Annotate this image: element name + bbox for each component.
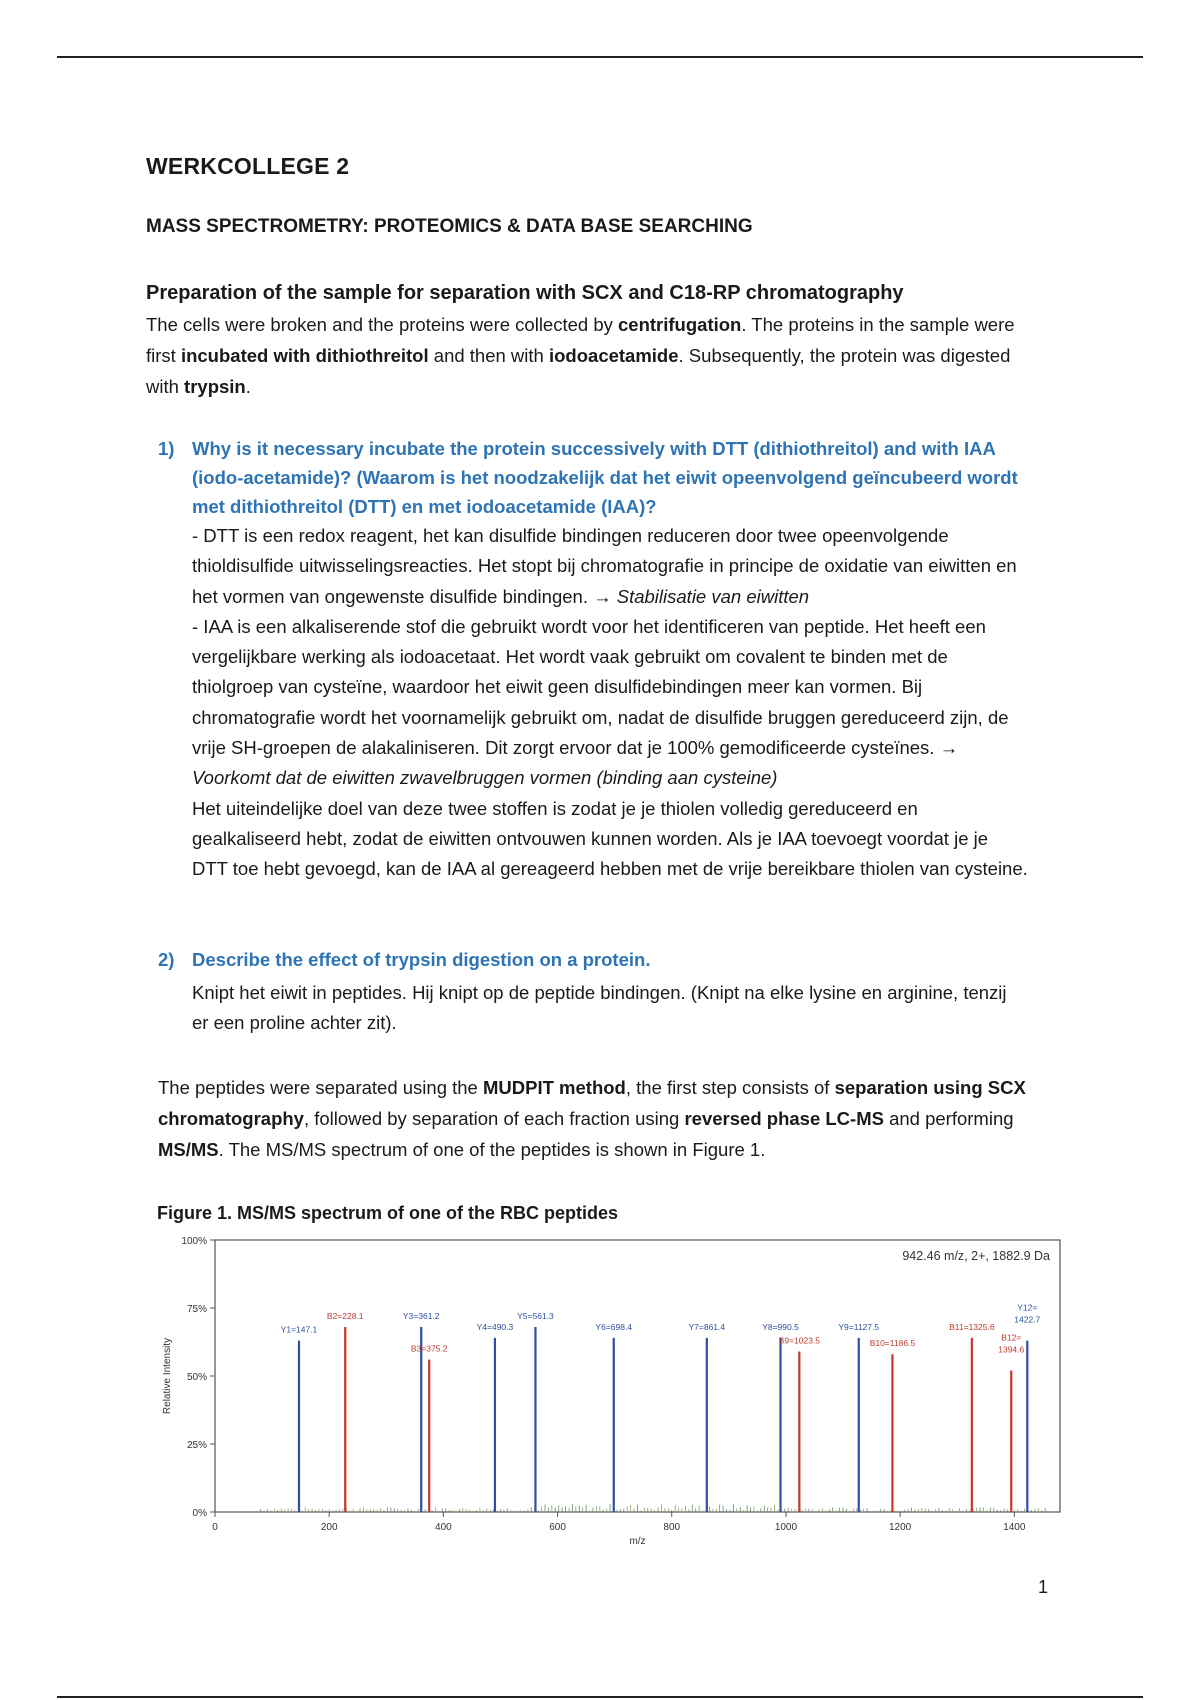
intro-bold: trypsin (184, 376, 246, 397)
section-heading: Preparation of the sample for separation with SCX and C18-RP chromatography (146, 282, 904, 304)
intro-text: . Subsequently, the protein was digested with (146, 345, 1011, 397)
intro-text: . (245, 376, 251, 397)
x-tick-label: 600 (549, 1522, 566, 1533)
spectrum-annotation: 942.46 m/z, 2+, 1882.9 Da (902, 1249, 1050, 1263)
mudpit-text: and performing (883, 1108, 1014, 1129)
answer-conclusion: Stabilisatie van eiwitten (616, 585, 810, 607)
question-text: Why is it necessary incubate the protein successively with DTT (dithiothreitol) and with IAA (iodo-acetamide)? (Waarom is het noodzakelijk dat het eiwit opeenvolgend geïncubeerd wordt met dithiothreitol (DTT) en met iodoacetamide (IAA)? (192, 438, 1018, 517)
peak-label: B10=1186.5 (869, 1338, 916, 1349)
page-title: WERKCOLLEGE 2 (146, 153, 350, 179)
intro-section (146, 277, 1026, 402)
page-number: 1 (1038, 1577, 1049, 1597)
question-2 (158, 945, 1028, 1039)
answer-trypsin: Knipt het eiwit in peptides. Hij knipt op de peptide bindingen. (Knipt na elke lysine en arginine, tenzij er een proline achter zit). (192, 982, 1007, 1034)
peak-label: B3=375.2 (410, 1343, 448, 1354)
peak-label: Y6=698.4 (595, 1321, 633, 1332)
plot-frame (215, 1240, 1060, 1512)
mudpit-text: , the first step consists of (625, 1077, 835, 1098)
peak-label: B11=1325.6 (949, 1321, 995, 1332)
x-tick-label: 1000 (774, 1522, 798, 1533)
intro-bold: incubated with dithiothreitol (180, 345, 429, 366)
x-tick-label: 200 (320, 1522, 338, 1533)
answer-dtt (192, 521, 1028, 612)
y-tick-label: 100% (181, 1236, 207, 1247)
mudpit-paragraph (158, 1072, 1038, 1165)
mudpit-text: . The MS/MS spectrum of one of the peptides is shown in Figure 1. (218, 1139, 766, 1160)
intro-text: and then with (428, 345, 549, 366)
figure-caption: Figure 1. MS/MS spectrum of one of the RBC peptides (157, 1203, 619, 1223)
mudpit-bold: reversed phase LC-MS (684, 1108, 884, 1129)
y-axis-label: Relative Intensity (162, 1337, 173, 1415)
question-text: Describe the effect of trypsin digestion on a protein. (192, 949, 651, 970)
x-tick-label: 400 (435, 1522, 452, 1533)
x-tick-label: 1200 (889, 1522, 912, 1533)
peak-label: B2=228.1 (326, 1311, 364, 1322)
question-1 (158, 434, 1028, 885)
intro-bold: iodoacetamide (548, 345, 679, 366)
intro-bold: centrifugation (618, 314, 742, 335)
page-subtitle: MASS SPECTROMETRY: PROTEOMICS & DATA BASE SEARCHING (146, 216, 753, 237)
peak-label: Y9=1127.5 (838, 1321, 880, 1332)
ms-spectrum-chart (150, 1232, 1070, 1562)
mudpit-bold: MUDPIT method (483, 1077, 626, 1098)
x-tick-label: 800 (663, 1522, 681, 1533)
peak-label: Y8=990.5 (762, 1321, 799, 1332)
y-tick-label: 25% (186, 1440, 207, 1451)
answer-conclusion: Voorkomt dat de eiwitten zwavelbruggen vormen (binding aan cysteine) (192, 767, 778, 789)
top-rule (57, 56, 1143, 58)
peak-label: Y3=361.2 (402, 1311, 440, 1322)
answer-text: - DTT is een redox reagent, het kan disulfide bindingen reduceren door twee opeenvolgende thioldisulfide uitwisselingsreacties. Het stopt bij chromatografie in principe de oxidatie van eiwitten en het vormen van ongewenste disulfide bindingen. (192, 525, 1017, 607)
mudpit-bold: MS/MS (158, 1139, 219, 1160)
question-number: 2) (158, 949, 175, 970)
peak-label: Y1=147.1 (280, 1324, 318, 1335)
intro-text: . The proteins in the sample were first (146, 314, 1015, 366)
question-number: 1) (158, 438, 175, 459)
answer-summary: Het uiteindelijke doel van deze twee stoffen is zodat je je thiolen volledig gereduceerd en gealkaliseerd hebt, zodat de eiwitten ontvouwen kunnen worden. Als je IAA toevoegt voordat je je DTT toe hebt gevoegd, kan de IAA al gereageerd hebben met de vrije bereikbare thiolen van cysteine. (192, 797, 1028, 880)
x-axis-label: m/z (629, 1536, 646, 1547)
x-tick-label: 0 (212, 1522, 218, 1533)
bottom-rule (57, 1696, 1143, 1698)
peak-label: Y4=490.3 (476, 1321, 514, 1332)
mudpit-text: , followed by separation of each fraction using (303, 1108, 685, 1129)
y-tick-label: 0% (192, 1508, 207, 1519)
answer-text: - IAA is een alkaliserende stof die gebruikt wordt voor het identificeren van peptide. Het heeft een vergelijkbare werking als iodoacetaat. Het wordt vaak gebruikt om covalent te binden met de thiolgroep van cysteïne, waardoor het eiwit geen disulfidebindingen meer kan vormen. Bij chromatografie wordt het voornamelijk gebruikt om, nadat de disulfide bruggen gereduceerd zijn, de vrije SH-groepen de alakaliniseren. Dit zorgt ervoor dat je 100% gemodificeerde cysteïnes. (192, 615, 1009, 759)
arrow-icon: → (593, 585, 612, 607)
peak-label: B12= 1394.6 (998, 1332, 1025, 1355)
mudpit-bold: separation using SCX chromatography (158, 1077, 1026, 1129)
peak-label: Y5=561.3 (517, 1311, 554, 1322)
intro-text: The cells were broken and the proteins were collected by (146, 314, 619, 335)
y-tick-label: 50% (186, 1372, 207, 1383)
peak-label: B9=1023.5 (778, 1335, 821, 1346)
peak-label: Y12= 1422.7 (1014, 1302, 1041, 1325)
arrow-icon: → (939, 737, 959, 759)
peak-label: Y7=861.4 (688, 1321, 726, 1332)
answer-iaa (192, 612, 1028, 794)
mudpit-text: The peptides were separated using the (158, 1077, 483, 1098)
x-tick-label: 1400 (1003, 1522, 1026, 1533)
y-tick-label: 75% (186, 1304, 207, 1315)
